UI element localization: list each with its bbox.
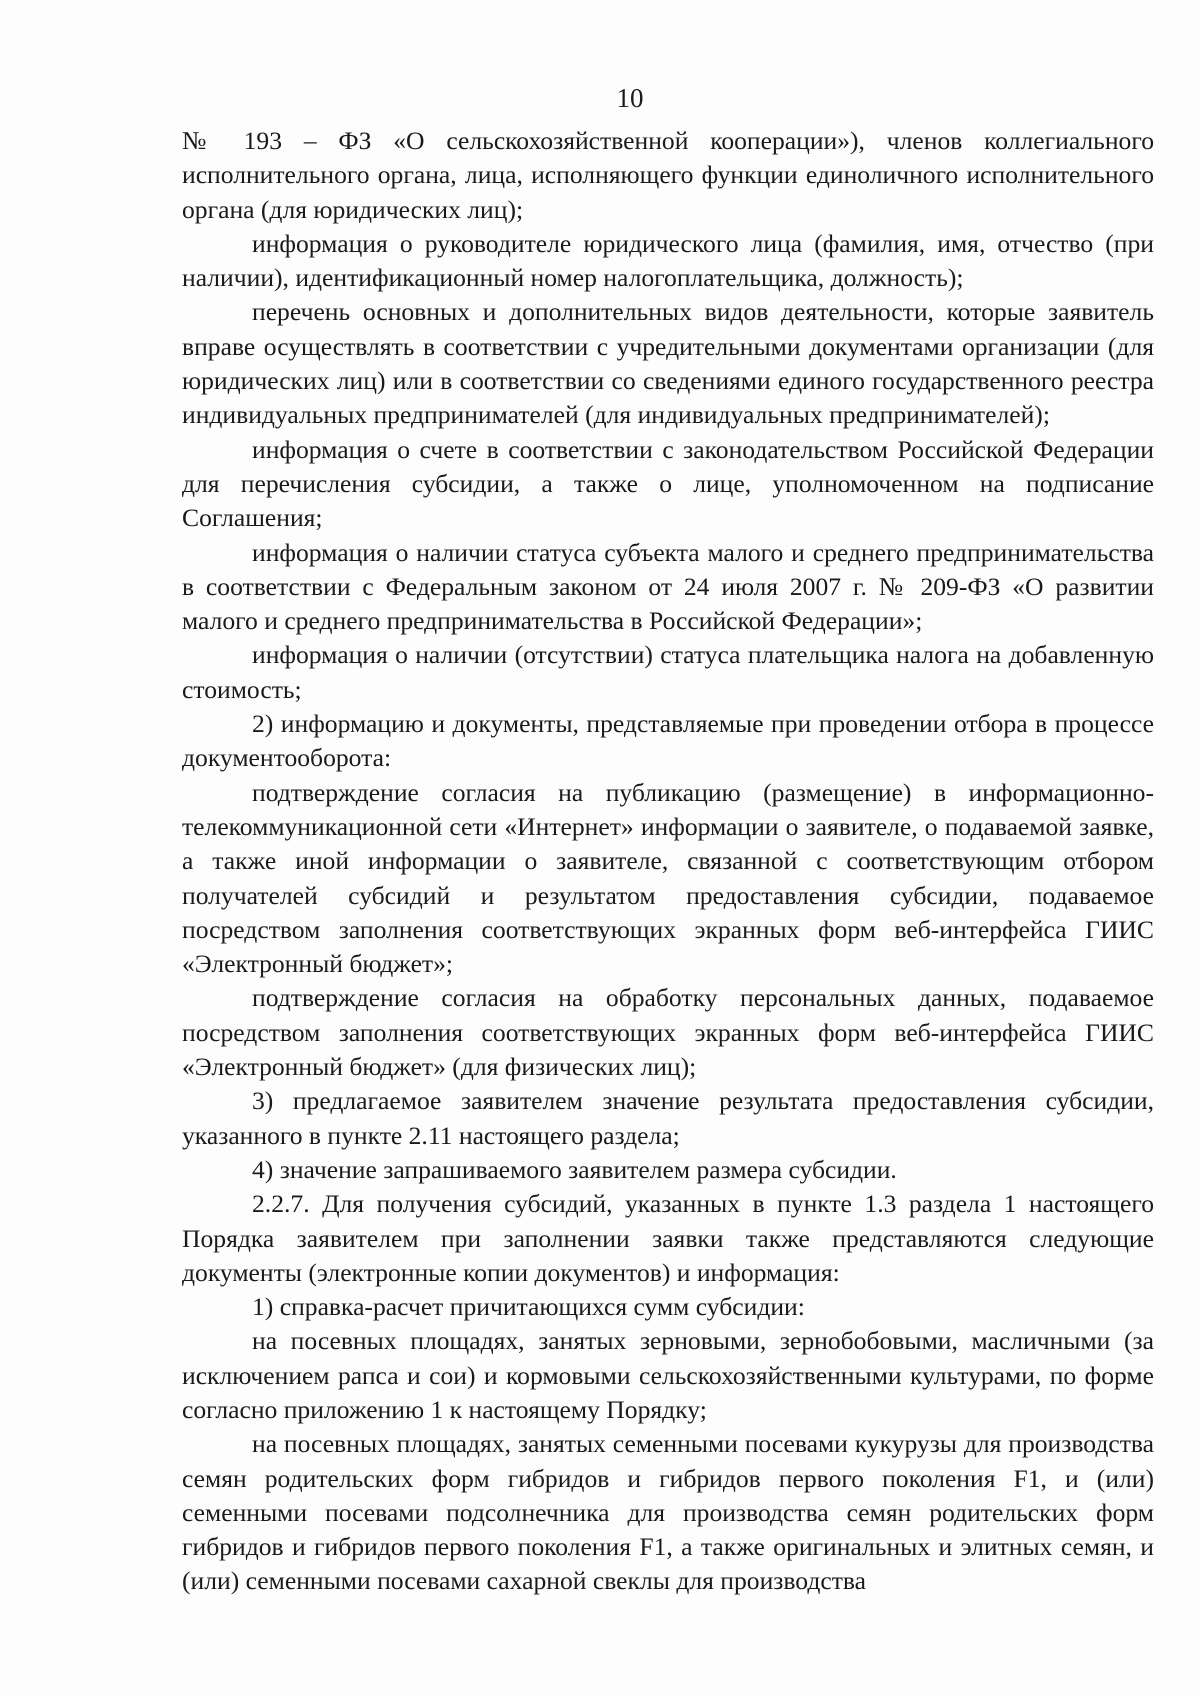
paragraph: 1) справка-расчет причитающихся сумм субсидии: xyxy=(252,1292,805,1322)
paragraph: на посевных площадях, занятых семенными посевами кукурузы для производства семян родительских форм гибридов и гибридов первого поколения F1, и (или) семенными посевами подсолнечника для производства семян родительских форм гибридов и гибридов первого поколения F1, а также оригинальных и элитных семян, и (или) семенными посевами сахарной свеклы для производства xyxy=(182,1429,1154,1596)
paragraph: № 193 – ФЗ «О сельскохозяйственной кооперации»), членов коллегиального исполнительного органа, лица, исполняющего функции единоличного исполнительного органа (для юридических лиц); xyxy=(182,126,1154,224)
paragraph: информация о наличии статуса субъекта малого и среднего предпринимательства в соответствии с Федеральным законом от 24 июля 2007 г. № 209-ФЗ «О развитии малого и среднего предпринимательства в Российской Федерации»; xyxy=(182,537,1154,636)
paragraph: информация о счете в соответствии с законодательством Российской Федерации для перечисления субсидии, а также о лице, уполномоченном на подписание Соглашения; xyxy=(182,434,1154,533)
paragraph: подтверждение согласия на обработку персональных данных, подаваемое посредством заполнения соответствующих экранных форм веб-интерфейса ГИИС «Электронный бюджет» (для физических лиц); xyxy=(182,983,1154,1082)
body-text xyxy=(182,124,1154,1599)
paragraph: на посевных площадях, занятых зерновыми, зернобобовыми, масличными (за исключением рапса и сои) и кормовыми сельскохозяйственными культурами, по форме согласно приложению 1 к настоящему Порядку; xyxy=(182,1326,1154,1424)
paragraph: 2) информацию и документы, представляемые при проведении отбора в процессе документооборота: xyxy=(182,709,1154,773)
paragraph: информация о наличии (отсутствии) статуса плательщика налога на добавленную стоимость; xyxy=(182,640,1154,704)
paragraph: 4) значение запрашиваемого заявителем размера субсидии. xyxy=(252,1154,897,1184)
paragraph: 2.2.7. Для получения субсидий, указанных в пункте 1.3 раздела 1 настоящего Порядка заявителем при заполнении заявки также представляются следующие документы (электронные копии документов) и информация: xyxy=(182,1189,1154,1287)
page-number: 10 xyxy=(616,83,644,113)
paragraph: 3) предлагаемое заявителем значение результата предоставления субсидии, указанного в пункте 2.11 настоящего раздела; xyxy=(182,1086,1154,1150)
paragraph: подтверждение согласия на публикацию (размещение) в информационно-телекоммуникационной сети «Интернет» информации о заявителе, о подаваемой заявке, а также иной информации о заявителе, связанной с соответствующим отбором получателей субсидий и результатом предоставления субсидии, подаваемое посредством заполнения соответствующих экранных форм веб-интерфейса ГИИС «Электронный бюджет»; xyxy=(182,777,1154,979)
paragraph: перечень основных и дополнительных видов деятельности, которые заявитель вправе осуществлять в соответствии с учредительными документами организации (для юридических лиц) или в соответствии со сведениями единого государственного реестра индивидуальных предпринимателей (для индивидуальных предпринимателей); xyxy=(182,297,1154,430)
paragraph: информация о руководителе юридического лица (фамилия, имя, отчество (при наличии), идентификационный номер налогоплательщика, должность); xyxy=(182,228,1154,293)
